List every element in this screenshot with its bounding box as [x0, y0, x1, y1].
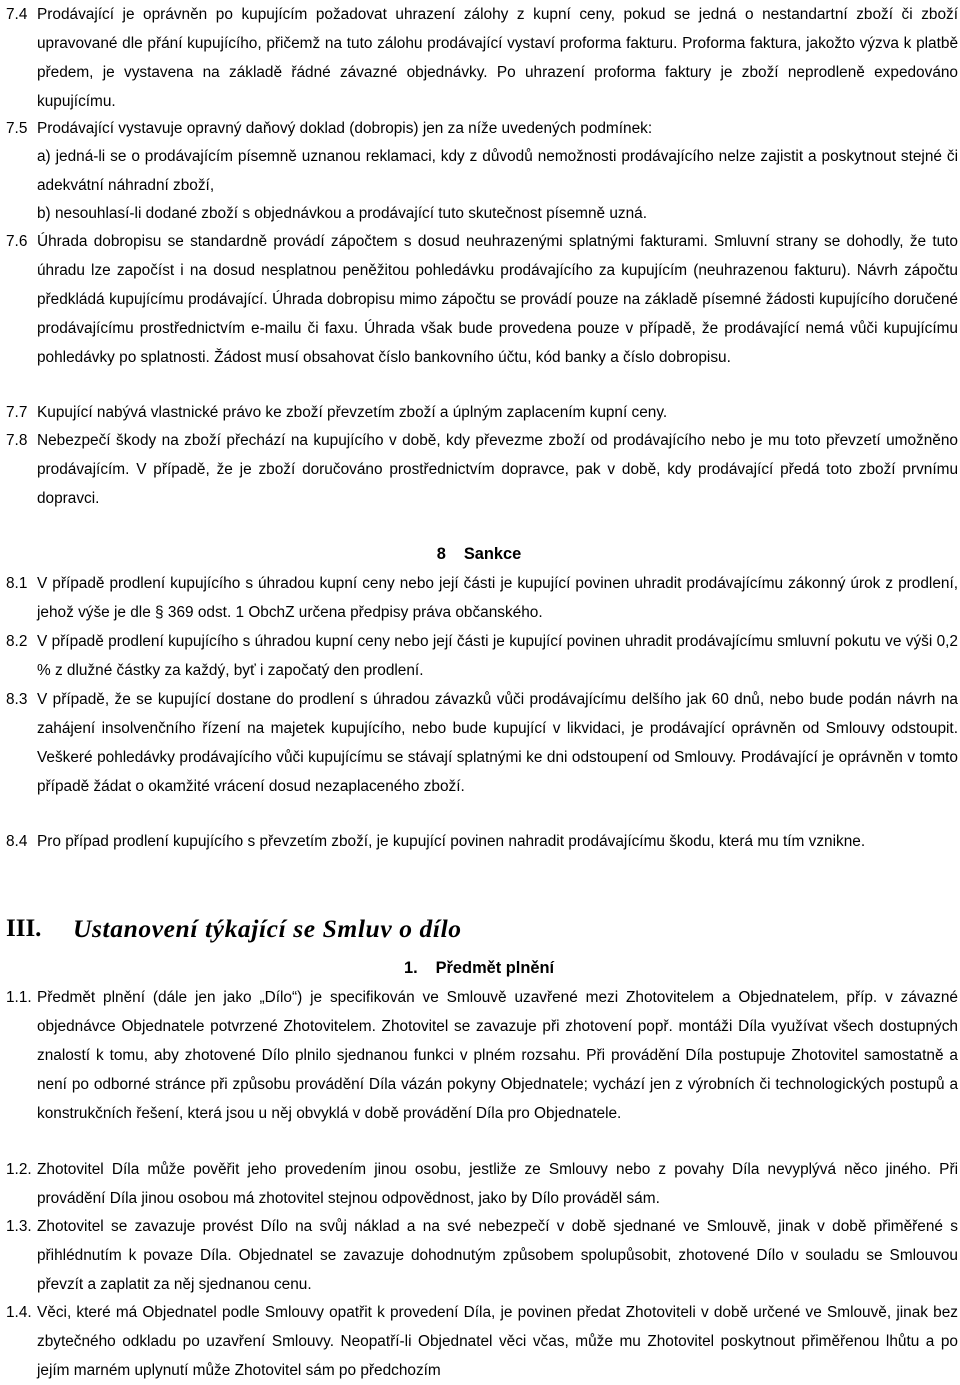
paragraph-number: 1.4.	[6, 1304, 32, 1321]
section-title: Předmět plnění	[435, 959, 555, 977]
paragraph-text: Kupující nabývá vlastnické právo ke zboží převzetím zboží a úplným zaplacením kupní ceny.	[37, 404, 668, 421]
paragraph-text: Prodávající vystavuje opravný daňový doklad (dobropis) jen za níže uvedených podmínek:	[37, 120, 653, 137]
section-1-heading	[0, 954, 958, 983]
paragraph-number: 7.6	[6, 233, 28, 250]
paragraph-number: 7.5	[6, 120, 28, 137]
section-8-heading	[0, 540, 958, 569]
paragraph-text: V případě prodlení kupujícího s úhradou kupní ceny nebo její části je kupující povinen uhradit prodávajícímu smluvní pokutu ve výši 0,2 % z dlužné částky za každý, byť i započatý den prodlení.	[37, 633, 958, 679]
paragraph-number: 7.7	[6, 404, 28, 421]
paragraph-text: V případě, že se kupující dostane do prodlení s úhradou závazků vůči prodávajícímu delšího jak 60 dnů, nebo bude podán návrh na zahájení insolvenčního řízení na majetek kupujícího, nebo bude kupující v likvidaci, je prodávající oprávněn od Smlouvy odstoupit. Veškeré pohledávky prodávajícího vůči kupujícímu se stávají splatnými ke dni odstoupení od Smlouvy. Prodávající je oprávněn v tomto případě žádat o okamžité vrácení dosud nezaplaceného zboží.	[37, 691, 958, 795]
paragraph-text: Věci, které má Objednatel podle Smlouvy opatřit k provedení Díla, je povinen předat Zhotoviteli v době určené ve Smlouvě, jinak bez zbytečného odkladu po uzavření Smlouvy. Neopatří-li Objednatel věci včas, může mu Zhotovitel poskytnout přiměřenou lhůtu a po jejím marném uplynutí může Zhotovitel sám po předchozím	[37, 1304, 958, 1379]
section-number: 1.	[403, 959, 418, 977]
paragraph-text: Předmět plnění (dále jen jako „Dílo“) je specifikován ve Smlouvě uzavřené mezi Zhotovitelem a Objednatelem, příp. v závazné objednávce Objednatele potvrzené Zhotovitelem. Zhotovitel se zavazuje při zhotovení popř. montáži Díla využívat všech dostupných znalostí k tomu, aby zhotovené Dílo plnilo sjednanou funkci v plném rozsahu. Při provádění Díla postupuje Zhotovitel samostatně a není po odborné stránce při způsobu provádění Díla vázán pokyny Objednatele; vychází jen z výrobních či technologických postupů a konstrukčních řešení, která jsou u něj obvyklá v době provádění Díla pro Objednatele.	[37, 989, 958, 1122]
paragraph-number: 8.3	[6, 691, 28, 708]
paragraph-text: V případě prodlení kupujícího s úhradou kupní ceny nebo její části je kupující povinen uhradit prodávajícímu zákonný úrok z prodlení, jehož výše je dle § 369 odst. 1 ObchZ určena předpisy práva občanského.	[37, 575, 958, 621]
paragraph-number: 7.4	[6, 6, 28, 23]
paragraph-number: 1.3.	[6, 1218, 32, 1235]
paragraph-number: 1.1.	[6, 989, 32, 1006]
paragraph-number: 8.4	[6, 833, 28, 850]
section-number: 8	[436, 545, 446, 563]
paragraph-text: Nebezpečí škody na zboží přechází na kupujícího v době, kdy převezme zboží od prodávajícího nebo je mu toto převzetí umožněno prodávajícím. V případě, že je zboží doručováno prostřednictvím dopravce, pak v době, kdy prodávající předá toto zboží prvnímu dopravci.	[37, 432, 958, 507]
part-title: Ustanovení týkající se Smluv o dílo	[73, 914, 462, 943]
paragraph-text: Zhotovitel se zavazuje provést Dílo na svůj náklad a na své nebezpečí v době sjednané ve Smlouvě, jinak v době přiměřené s přihlédnutím k povaze Díla. Objednatel se zavazuje dohodnutým způsobem spolupůsobit, zhotovené Dílo v souladu se Smlouvou převzít a zaplatit za něj sjednanou cenu.	[37, 1218, 958, 1293]
paragraph-text: Prodávající je oprávněn po kupujícím požadovat uhrazení zálohy z kupní ceny, pokud se jedná o nestandartní zboží či zboží upravované dle přání kupujícího, přičemž na tuto zálohu prodávající vystaví proforma fakturu. Proforma faktura, jakožto výzva k platbě předem, je vystavena na základě řádné závazné objednávky. Po uhrazení proforma faktury je zboží neprodleně expedováno kupujícímu.	[37, 6, 958, 110]
paragraph-text: b) nesouhlasí-li dodané zboží s objednávkou a prodávající tuto skutečnost písemně uzná.	[37, 205, 648, 222]
paragraph-number: 7.8	[6, 432, 28, 449]
section-title: Sankce	[463, 545, 522, 563]
paragraph-text: Zhotovitel Díla může pověřit jeho provedením jinou osobu, jestliže ze Smlouvy nebo z povahy Díla nevyplývá něco jiného. Při provádění Díla jinou osobou má zhotovitel stejnou odpovědnost, jako by Dílo prováděl sám.	[37, 1161, 958, 1207]
paragraph-text: a) jedná-li se o prodávajícím písemně uznanou reklamaci, kdy z důvodů nemožnosti prodávajícího nelze zajistit a poskytnout stejné či adekvátní náhradní zboží,	[37, 148, 958, 194]
paragraph-number: 8.1	[6, 575, 28, 592]
paragraph-text: Úhrada dobropisu se standardně provádí zápočtem s dosud neuhrazenými splatnými fakturami. Smluvní strany se dohodly, že tuto úhradu lze započíst i na dosud nesplatnou peněžitou pohledávku prodávajícího za kupujícím (neuhrazenou fakturu). Návrh zápočtu předkládá kupujícímu prodávající. Úhrada dobropisu mimo zápočtu se provádí pouze na základě písemné žádosti kupujícího doručené prodávajícímu prostřednictvím e-mailu či faxu. Úhrada však bude provedena pouze v případě, že prodávající nemá vůči kupujícímu pohledávky po splatnosti. Žádost musí obsahovat číslo bankovního účtu, kód banky a číslo dobropisu.	[37, 233, 958, 366]
part-3-heading	[6, 909, 956, 949]
part-number: III.	[6, 915, 42, 942]
paragraph-number: 8.2	[6, 633, 28, 650]
paragraph-text: Pro případ prodlení kupujícího s převzetím zboží, je kupující povinen nahradit prodávajícímu škodu, která mu tím vznikne.	[37, 833, 866, 850]
paragraph-number: 1.2.	[6, 1161, 32, 1178]
